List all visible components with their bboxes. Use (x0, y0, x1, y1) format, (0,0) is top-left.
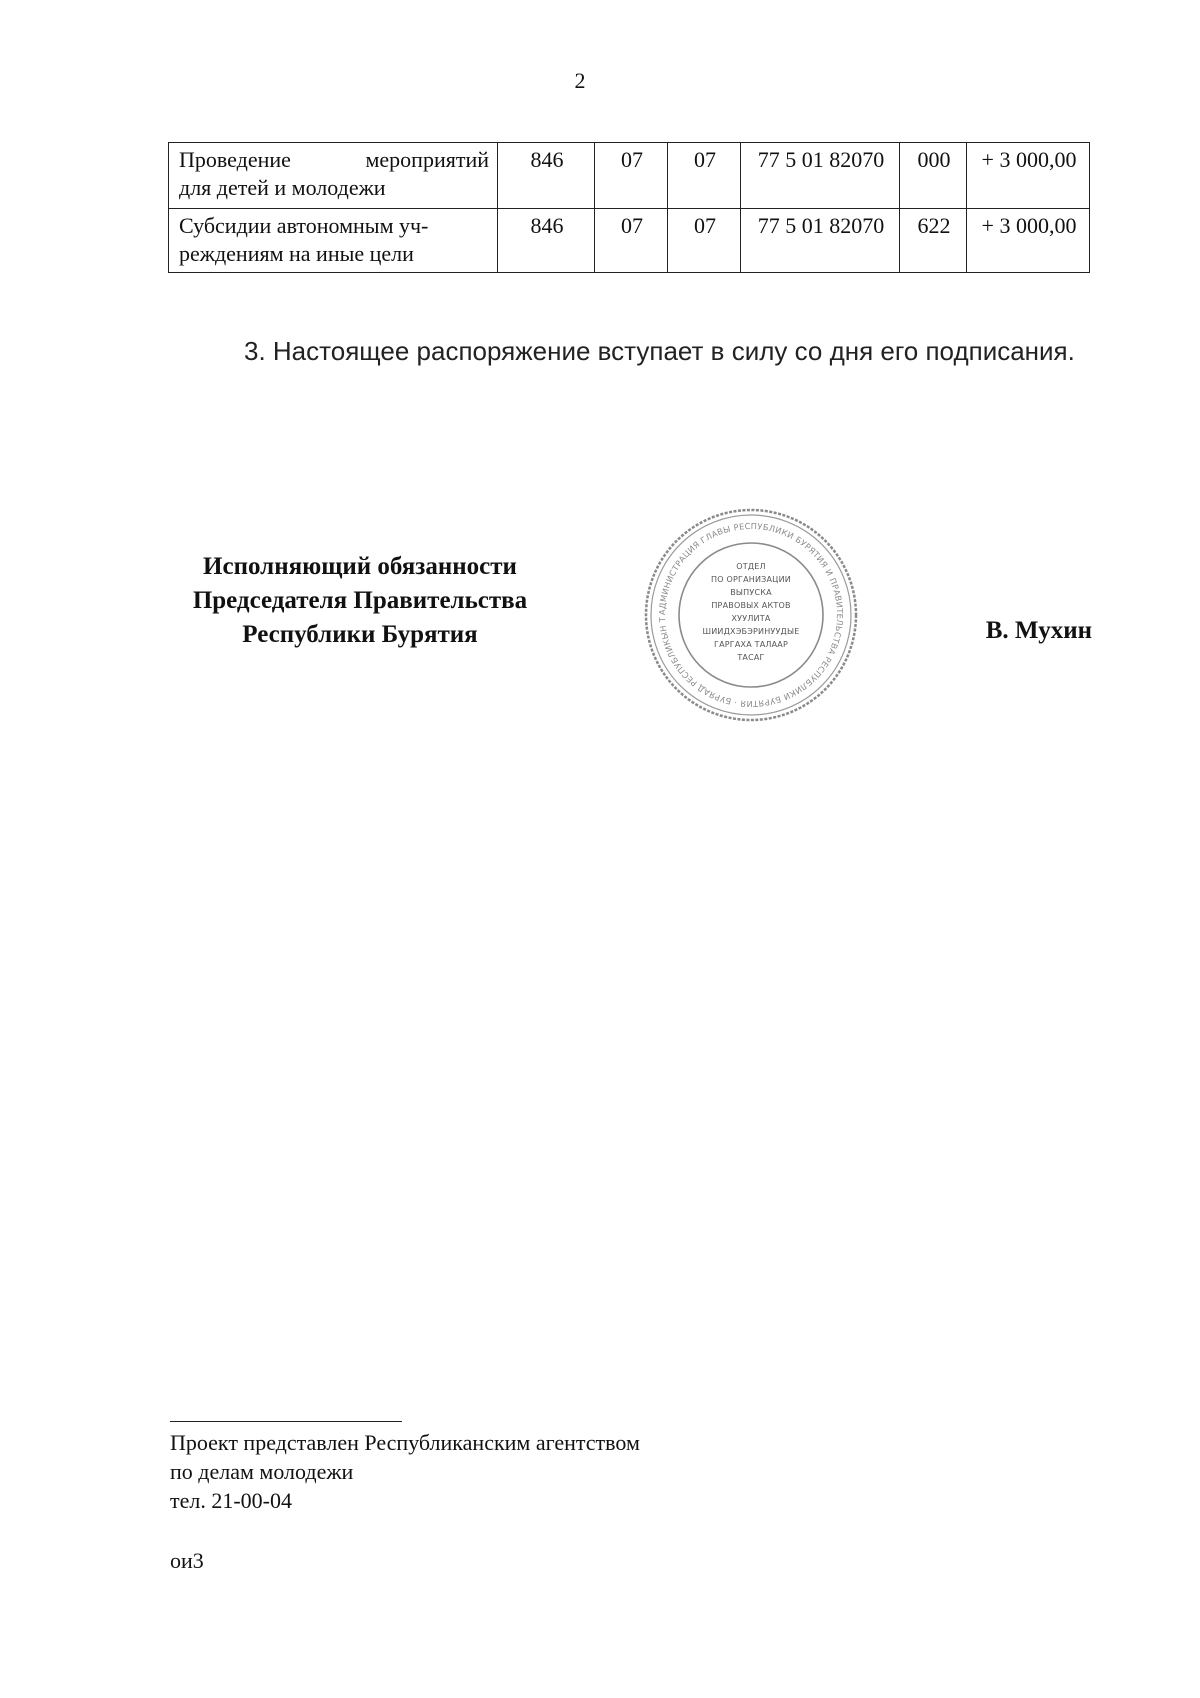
footnote (170, 1428, 640, 1515)
cell-word: Проведение (179, 147, 291, 172)
table-cell-cs: 77 5 01 82070 (741, 143, 900, 209)
table-row (169, 143, 1090, 209)
seal-line: ГАРГАХА ТАЛААР (714, 640, 788, 649)
clause-3: 3. Настоящее распоряжение вступает в силу со дня его подписания. (244, 336, 1075, 366)
signer-title-line: Республики Бурятия (242, 621, 478, 648)
footnote-divider (170, 1421, 402, 1422)
table-cell-name (169, 143, 498, 209)
seal-line: ХУУЛИТА (731, 614, 771, 623)
table-cell-rz: 07 (595, 209, 668, 273)
table-cell-vr: 000 (900, 143, 967, 209)
signer-title-line: Председателя Правительства (192, 587, 528, 614)
official-seal (640, 504, 862, 726)
table-cell-gr: 846 (498, 209, 595, 273)
seal-line: ТАСАГ (737, 653, 765, 662)
seal-ring-text: АДМИНИСТРАЦИЯ ГЛАВЫ РЕСПУБЛИКИ БУРЯТИЯ И ПРАВИТЕЛЬСТВА РЕСПУБЛИКИ БУРЯТИЯ · БУРЯАД РЕСПУБЛИКЫН Т (656, 520, 846, 710)
cell-text (179, 146, 489, 174)
table-cell-pr: 07 (668, 143, 741, 209)
table-cell-pr: 07 (668, 209, 741, 273)
footnote-line: тел. 21-00-04 (170, 1488, 293, 1513)
table-cell-gr: 846 (498, 143, 595, 209)
table-cell-rz: 07 (595, 143, 668, 209)
signer-title-line: Исполняющий обязанности (203, 553, 517, 580)
cell-text: для детей и молодежи (179, 175, 386, 200)
seal-line: ВЫПУСКА (730, 588, 772, 597)
seal-line: ПО ОРГАНИЗАЦИИ (711, 575, 791, 584)
signer-title (160, 550, 560, 652)
table-cell-sum: + 3 000,00 (967, 143, 1090, 209)
table-cell-cs: 77 5 01 82070 (741, 209, 900, 273)
document-code: ои3 (170, 1548, 204, 1573)
page-number: 2 (574, 68, 586, 93)
seal-center-text (640, 560, 862, 664)
seal-line: ОТДЕЛ (736, 562, 766, 571)
seal-line: ШИИДХЭБЭРИНУУДЫЕ (702, 627, 800, 636)
footnote-line: Проект представлен Республиканским агентством (170, 1430, 640, 1455)
table-row (169, 209, 1090, 273)
cell-text: реждениям на иные цели (179, 241, 414, 266)
cell-text: Субсидии автономным уч- (179, 213, 429, 238)
table-cell-name (169, 209, 498, 273)
budget-table (168, 142, 1090, 273)
table-cell-vr: 622 (900, 209, 967, 273)
footnote-line: по делам молодежи (170, 1459, 354, 1484)
cell-word: мероприятий (365, 147, 489, 172)
table-cell-sum: + 3 000,00 (967, 209, 1090, 273)
signer-name: В. Мухин (985, 617, 1092, 644)
seal-line: ПРАВОВЫХ АКТОВ (711, 601, 791, 610)
